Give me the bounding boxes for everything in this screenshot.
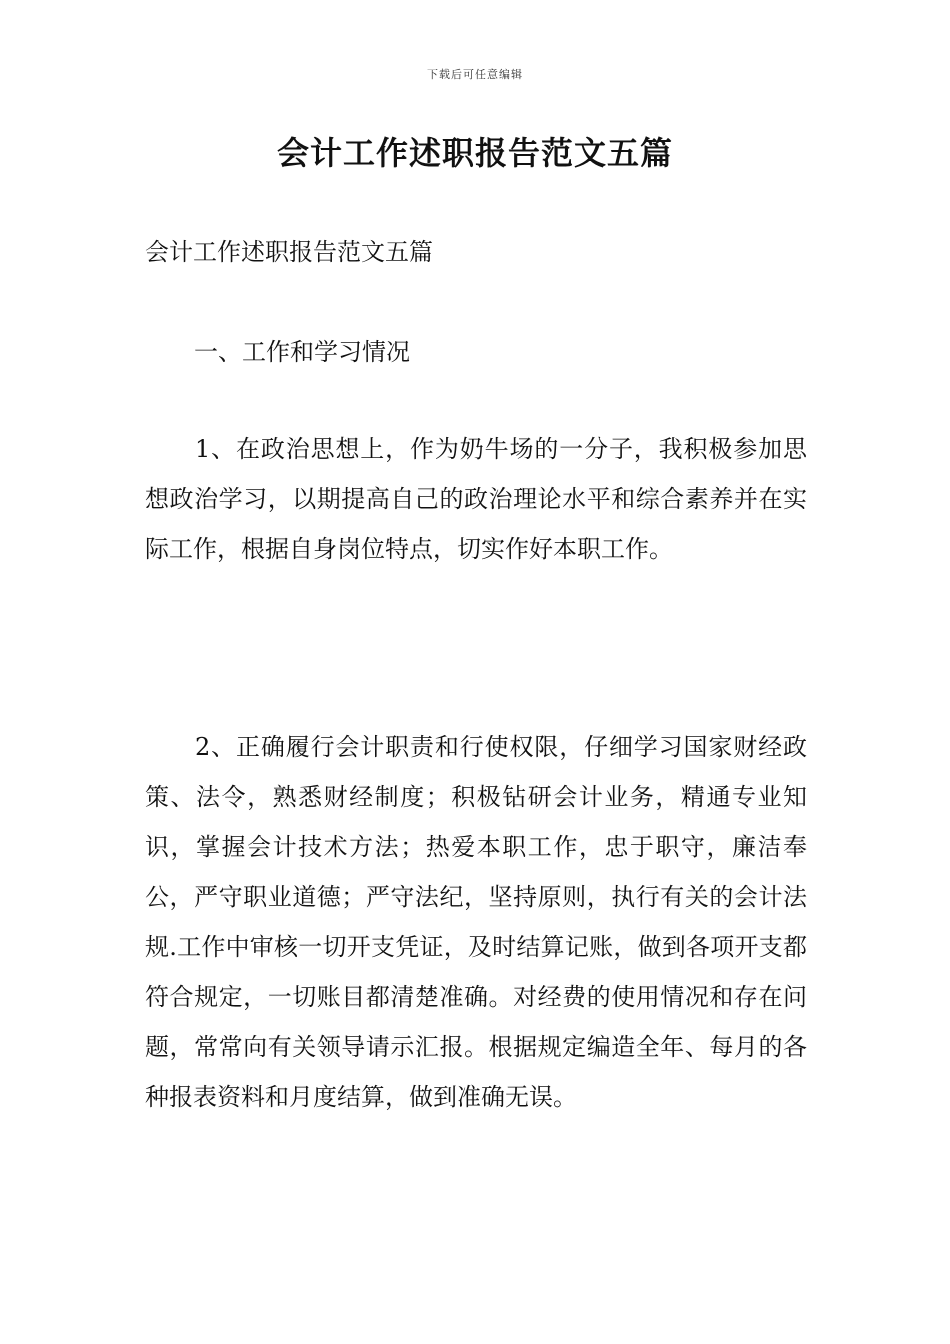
section-heading: 一、工作和学习情况 [194, 338, 410, 366]
header-note: 下载后可任意编辑 [427, 68, 523, 81]
document-subtitle: 会计工作述职报告范文五篇 [145, 238, 433, 266]
paragraph-1: 1、在政治思想上，作为奶牛场的一分子，我积极参加思想政治学习，以期提高自己的政治理论水平和综合素养并在实际工作，根据自身岗位特点，切实作好本职工作。 [145, 435, 807, 563]
document-title: 会计工作述职报告范文五篇 [276, 134, 673, 172]
paragraph-2: 2、正确履行会计职责和行使权限，仔细学习国家财经政策、法令，熟悉财经制度；积极钻研会计业务，精通专业知识，掌握会计技术方法；热爱本职工作，忠于职守，廉洁奉公，严守职业道德；严守法纪，坚持原则，执行有关的会计法规.工作中审核一切开支凭证，及时结算记账，做到各项开支都符合规定，一切账目都清楚准确。对经费的使用情况和存在问题，常常向有关领导请示汇报。根据规定编造全年、每月的各种报表资料和月度结算，做到准确无误。 [145, 733, 807, 1111]
